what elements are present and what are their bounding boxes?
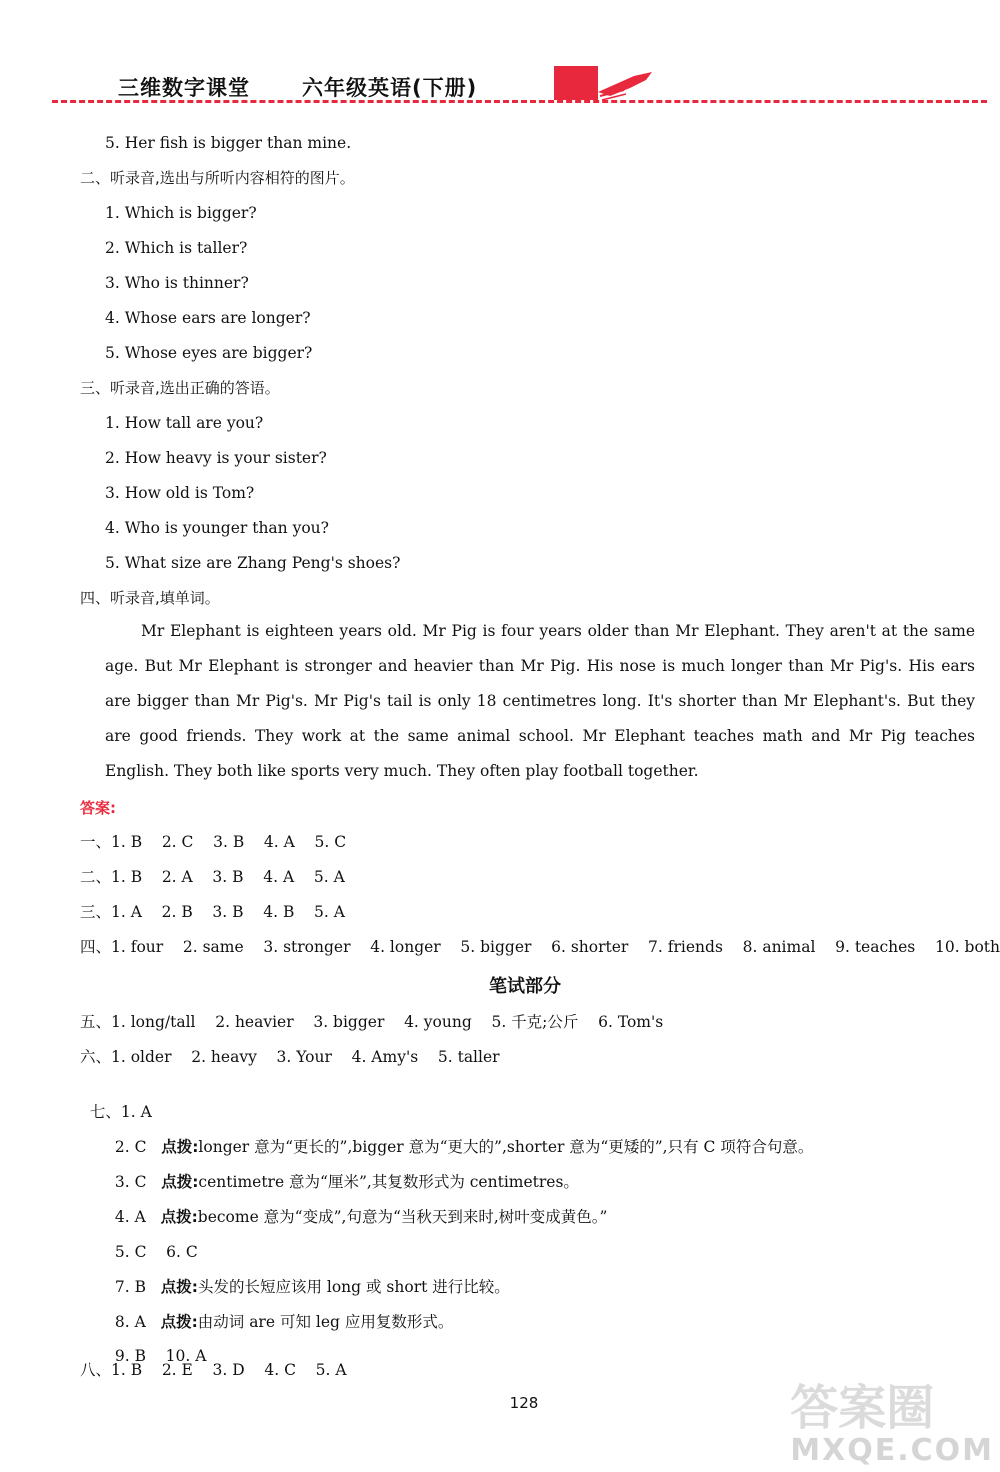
s2-item: 2. Which is taller? bbox=[105, 239, 248, 257]
s2-item: 1. Which is bigger? bbox=[105, 204, 257, 222]
answer-line: 三、1. A 2. B 3. B 4. B 5. A bbox=[80, 903, 345, 921]
series-title: 三维数字课堂 bbox=[118, 76, 250, 100]
s2-item: 5. Whose eyes are bigger? bbox=[105, 344, 313, 362]
s3-item: 5. What size are Zhang Peng's shoes? bbox=[105, 554, 401, 572]
watermark-logo: 答案圈 bbox=[790, 1380, 935, 1436]
hint-label: 点拨: bbox=[161, 1173, 199, 1191]
hint-label: 点拨: bbox=[161, 1138, 199, 1156]
s7-num: 9. B 10. A bbox=[114, 1347, 207, 1365]
s7-num: 5. C 6. C bbox=[114, 1243, 198, 1261]
answer-line-s5: 五、1. long/tall 2. heavier 3. bigger 4. young 5. 千克;公斤 6. Tom's bbox=[80, 1013, 664, 1031]
s7-item bbox=[105, 1222, 198, 1262]
s7-num: 2. C bbox=[114, 1138, 147, 1156]
answer-line: 二、1. B 2. A 3. B 4. A 5. A bbox=[80, 868, 345, 886]
hint-text: become 意为“变成”,句意为“当秋天到来时,树叶变成黄色。” bbox=[197, 1208, 608, 1226]
s7-num: 4. A bbox=[114, 1208, 146, 1226]
s1-item-5: 5. Her fish is bigger than mine. bbox=[105, 134, 352, 152]
s7-num: 8. A bbox=[114, 1313, 146, 1331]
answer-line-s8: 八、1. B 2. E 3. D 4. C 5. A bbox=[80, 1361, 347, 1379]
header-divider bbox=[52, 100, 987, 103]
s2-item: 4. Whose ears are longer? bbox=[105, 309, 311, 327]
s7-item bbox=[105, 1187, 607, 1227]
hint-text: 由动词 are 可知 leg 应用复数形式。 bbox=[197, 1313, 454, 1331]
s3-item: 2. How heavy is your sister? bbox=[105, 449, 327, 467]
hint-text: longer 意为“更长的”,bigger 意为“更大的”,shorter 意为“更矮的”,只有 C 项符合句意。 bbox=[198, 1138, 814, 1156]
answer-line-s6: 六、1. older 2. heavy 3. Your 4. Amy's 5. taller bbox=[80, 1048, 500, 1066]
s7-item bbox=[80, 1082, 152, 1122]
s3-item: 1. How tall are you? bbox=[105, 414, 264, 432]
section-3-title: 三、听录音,选出正确的答语。 bbox=[80, 379, 280, 397]
answer-line: 一、1. B 2. C 3. B 4. A 5. C bbox=[80, 833, 347, 851]
page-header bbox=[0, 0, 1000, 110]
s7-item bbox=[105, 1117, 813, 1157]
s7-item bbox=[105, 1257, 510, 1297]
s7-num: 3. C bbox=[114, 1173, 147, 1191]
s2-item: 3. Who is thinner? bbox=[105, 274, 249, 292]
hint-label: 点拨: bbox=[160, 1278, 198, 1296]
hint-label: 点拨: bbox=[160, 1313, 198, 1331]
section-4-title: 四、听录音,填单词。 bbox=[80, 589, 220, 607]
listening-passage: Mr Elephant is eighteen years old. Mr Pig is four years older than Mr Elephant. They aren't at the same age. But Mr Elephant is stronger and heavier than Mr Pig. His nose is much longer than Mr Pig's. His ears are bigger than Mr Pig's. Mr Pig's tail is only 18 centimetres long. It's shorter than Mr Elephant's. But they are good friends. They work at the same animal school. Mr Elephant teaches math and Mr Pig teaches English. They both like sports very much. They often play football together. bbox=[105, 622, 975, 780]
answers-heading: 答案: bbox=[80, 799, 116, 817]
watermark bbox=[790, 1380, 994, 1468]
hint-label: 点拨: bbox=[160, 1208, 198, 1226]
s3-item: 4. Who is younger than you? bbox=[105, 519, 329, 537]
answer-line: 四、1. four 2. same 3. stronger 4. longer 5. bigger 6. shorter 7. friends 8. animal 9. teaches 10. both bbox=[80, 938, 1000, 956]
s7-item bbox=[105, 1152, 579, 1192]
section-2-title: 二、听录音,选出与所听内容相符的图片。 bbox=[80, 169, 355, 187]
book-title: 六年级英语(下册) bbox=[302, 76, 478, 100]
page-number: 128 bbox=[509, 1394, 539, 1412]
s7-num: 七、1. A bbox=[89, 1103, 152, 1121]
s3-item: 3. How old is Tom? bbox=[105, 484, 255, 502]
written-part-heading: 笔试部分 bbox=[489, 976, 561, 997]
watermark-site: MXQE.COM bbox=[790, 1433, 994, 1468]
hint-text: centimetre 意为“厘米”,其复数形式为 centimetres。 bbox=[198, 1173, 579, 1191]
hint-text: 头发的长短应该用 long 或 short 进行比较。 bbox=[197, 1278, 510, 1296]
s7-num: 7. B bbox=[114, 1278, 146, 1296]
